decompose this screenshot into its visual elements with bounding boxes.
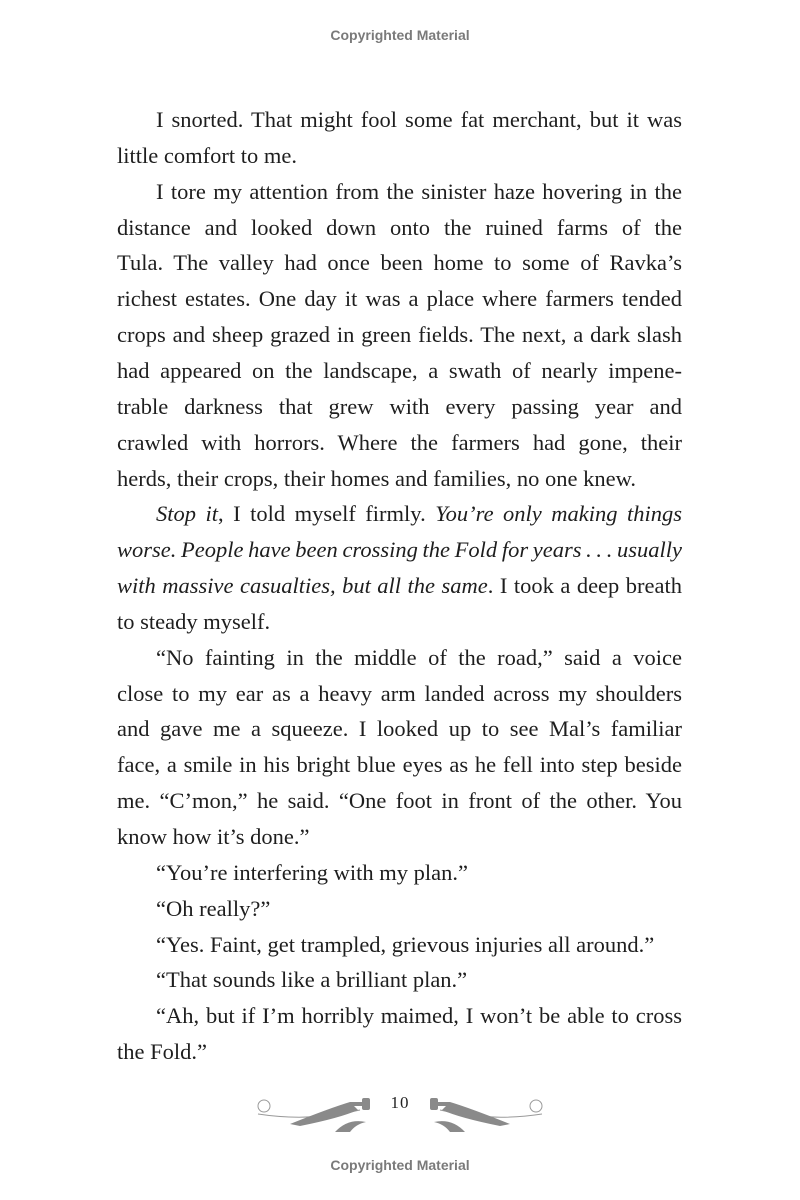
text-span: . I took a deep breath bbox=[487, 573, 682, 599]
text-line bbox=[117, 783, 682, 819]
text-span: crops and sheep grazed in green fields. The next, a dark slash bbox=[117, 322, 682, 348]
text-line bbox=[156, 927, 682, 963]
text-span: and gave me a squeeze. I looked up to see Mal’s familiar bbox=[117, 716, 682, 742]
text-line bbox=[117, 1034, 682, 1070]
page-number: 10 bbox=[390, 1093, 410, 1112]
text-line bbox=[156, 891, 682, 927]
text-span: close to my ear as a heavy arm landed across my shoulders bbox=[117, 680, 682, 706]
text-line bbox=[117, 747, 682, 783]
text-span: “That sounds like a brilliant plan.” bbox=[156, 967, 468, 993]
text-span: herds, their crops, their homes and families, no one knew. bbox=[117, 465, 637, 491]
text-span: crawled with horrors. Where the farmers had gone, their bbox=[117, 429, 682, 455]
text-line bbox=[117, 245, 682, 281]
text-span: had appeared on the landscape, a swath of nearly impene- bbox=[117, 357, 682, 383]
text-span: I snorted. That might fool some fat merchant, but it was bbox=[156, 107, 682, 132]
text-span: trable darkness that grew with every passing year and bbox=[117, 393, 682, 419]
left-ornament-icon bbox=[250, 1088, 375, 1133]
text-line bbox=[117, 532, 682, 568]
text-line bbox=[117, 819, 682, 855]
text-line bbox=[156, 855, 682, 891]
text-line bbox=[156, 998, 682, 1034]
text-line bbox=[117, 676, 682, 712]
text-line bbox=[117, 317, 682, 353]
copyright-banner-top: Copyrighted Material bbox=[330, 27, 470, 43]
text-span: I tore my attention from the sinister haze hovering in the bbox=[156, 178, 682, 204]
text-span: Tula. The valley had once been home to some of Ravka’s bbox=[117, 250, 682, 276]
text-line bbox=[117, 389, 682, 425]
text-span: to steady myself. bbox=[117, 608, 271, 634]
text-line bbox=[156, 962, 682, 998]
text-line bbox=[117, 138, 682, 174]
text-span: richest estates. One day it was a place where farmers tended bbox=[117, 286, 682, 312]
text-span: the Fold.” bbox=[117, 1039, 207, 1065]
italic-text: with massive casualties, but all the same bbox=[117, 573, 488, 599]
text-span: know how it’s done.” bbox=[117, 824, 310, 849]
text-line bbox=[117, 604, 682, 640]
text-span: face, a smile in his bright blue eyes as he fell into step beside bbox=[117, 752, 682, 778]
italic-text: worse. People have been crossing the Fold for years . . . usually bbox=[117, 537, 683, 563]
text-line bbox=[156, 102, 682, 138]
text-span: “No fainting in the middle of the road,” said a voice bbox=[156, 644, 682, 670]
text-span: “Oh really?” bbox=[156, 895, 271, 921]
text-line bbox=[156, 640, 682, 676]
text-span: distance and looked down onto the ruined farms of the bbox=[117, 214, 682, 240]
text-line bbox=[117, 210, 682, 246]
italic-text: You’re only making things bbox=[435, 501, 682, 527]
text-line bbox=[117, 425, 682, 461]
right-ornament-icon bbox=[425, 1088, 550, 1133]
text-line bbox=[117, 461, 682, 497]
text-line bbox=[117, 568, 682, 604]
text-line bbox=[117, 711, 682, 747]
text-span: “Ah, but if I’m horribly maimed, I won’t be able to cross bbox=[156, 1003, 682, 1029]
text-span: , I told myself firmly. bbox=[218, 501, 436, 527]
text-line bbox=[117, 353, 682, 389]
text-span: “Yes. Faint, get trampled, grievous injuries all around.” bbox=[156, 931, 655, 957]
text-line bbox=[156, 496, 682, 532]
text-span: “You’re interfering with my plan.” bbox=[156, 859, 469, 885]
text-span: me. “C’mon,” he said. “One foot in front of the other. You bbox=[117, 788, 682, 814]
italic-text: Stop it bbox=[156, 501, 218, 527]
text-line bbox=[117, 281, 682, 317]
text-line bbox=[156, 174, 682, 210]
copyright-banner-bottom: Copyrighted Material bbox=[330, 1157, 470, 1173]
text-span: little comfort to me. bbox=[117, 142, 297, 168]
